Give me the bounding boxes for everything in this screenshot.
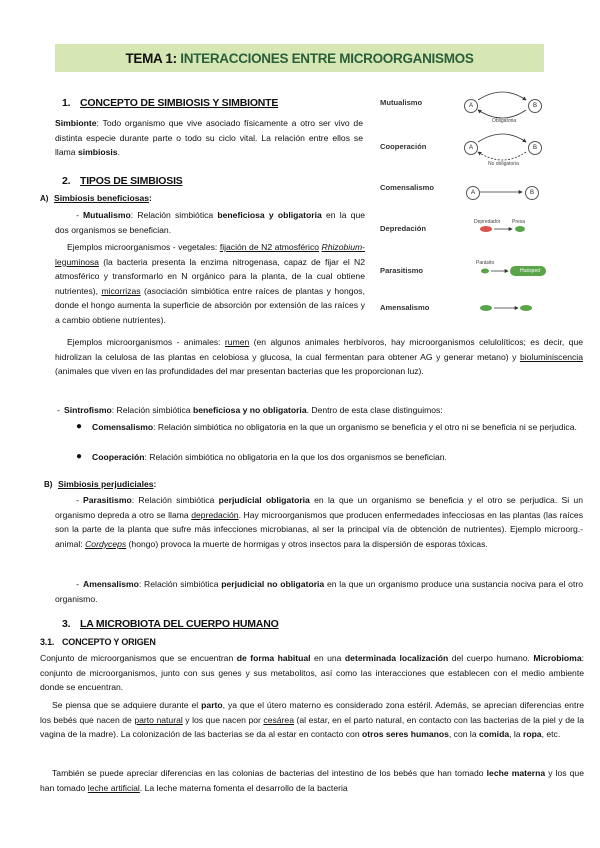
- text: (asociación simbiótica entre raíces de plantas y hongos, donde el hongo aumenta la superficie de absorción por extensión de las raíces y a cambio obtiene nutrientes).: [55, 285, 365, 325]
- node-b: B: [528, 141, 542, 155]
- text: : Relación simbiótica no obligatoria en la que un organismo se beneficia y el otro ni se beneficia ni se perjudica.: [153, 422, 577, 432]
- text: , con la: [448, 729, 480, 740]
- vegetal-examples-paragraph: [55, 240, 365, 328]
- page-title: [125, 51, 473, 66]
- text: en la que un organismo se beneficia y el otro se perjudica. Si un organismo depreda a otro se llama: [55, 495, 583, 520]
- underlined-text: bioluminiscencia: [519, 351, 583, 362]
- text: del cuerpo humano.: [448, 653, 534, 663]
- title-tema: TEMA 1:: [125, 50, 177, 66]
- parasito-label: Parásito: [476, 260, 495, 266]
- cooperacion-note: No obligatoria: [488, 161, 519, 167]
- simbionte-term: Simbionte: [55, 118, 97, 128]
- microbioma-term: Microbioma: [533, 653, 582, 663]
- text: También se puede apreciar diferencias en las colonias de bacterias del intestino de los bebés que han tomado: [52, 768, 487, 778]
- mutualismo-arrow-top: [478, 92, 526, 100]
- diagram-label-parasitismo: Parasitismo: [380, 266, 424, 275]
- amensalismo-term: Amensalismo: [83, 579, 139, 589]
- text: y los que han tomado: [40, 768, 584, 793]
- text: , la: [509, 729, 523, 740]
- text: (en algunos animales herbívoros, hay microorganismos celulolíticos; es decir, que hidrolizan la celulosa de las plantas en celobiosa y glucosa, la cual fermentan para obtener AG y generar metano) y: [55, 337, 583, 362]
- dash: -: [76, 495, 79, 505]
- section-2-number: 2.: [62, 175, 71, 187]
- cooperacion-term: Cooperación: [92, 452, 145, 462]
- bold-text: comida: [479, 729, 510, 740]
- section-1-paragraph: [55, 116, 363, 160]
- leche-paragraph: [40, 766, 584, 795]
- section-3-number: 3.: [62, 618, 71, 630]
- dash: -: [76, 210, 79, 220]
- subsection-3-1-title: CONCEPTO Y ORIGEN: [62, 637, 156, 647]
- comensalismo-term: Comensalismo: [92, 422, 154, 432]
- text: : conjunto de microorganismos, junto con sus genes y sus metabolitos, así como las interacciones que establecen con el medio ambiente donde se encuentran.: [40, 653, 584, 693]
- mutualismo-arrow-bottom: [478, 110, 526, 118]
- diagram-arrows: [380, 86, 580, 326]
- mutualismo-note: Obligatoria: [492, 118, 517, 124]
- text: : Relación simbiótica: [111, 405, 193, 415]
- text: : Relación simbiótica no obligatoria en la que los dos organismos se benefician.: [144, 452, 447, 462]
- text: : Relación simbiótica: [131, 495, 219, 505]
- node-a: A: [464, 141, 478, 155]
- node-b: B: [525, 186, 539, 200]
- bold-text: perjudicial obligatoria: [218, 495, 310, 505]
- text: . Dentro de esta clase distinguimos:: [306, 405, 443, 415]
- cooperacion-bullet: [76, 450, 584, 465]
- period: .: [117, 147, 120, 158]
- text: en una: [310, 653, 345, 663]
- diagram-label-amensalismo: Amensalismo: [380, 303, 430, 312]
- amensalismo-a-shape: [480, 305, 492, 311]
- bold-text: otros seres humanos: [361, 729, 449, 740]
- bullet-dot: ●: [76, 451, 83, 462]
- bold-text: determinada localización: [344, 653, 449, 663]
- parasitismo-paragraph: [55, 493, 583, 551]
- section-3-heading: [62, 618, 279, 630]
- presa-label: Presa: [512, 219, 526, 225]
- section-1-title: CONCEPTO DE SIMBIOSIS Y SIMBIONTE: [80, 97, 279, 109]
- rhizobium-italic: Rhizobium: [321, 242, 363, 252]
- amensalismo-paragraph: [55, 577, 583, 606]
- title-rest: INTERACCIONES ENTRE MICROORGANISMOS: [180, 50, 474, 66]
- diagram-label-comensalismo: Comensalismo: [380, 183, 435, 192]
- diagram-label-mutualismo: Mutualismo: [380, 98, 423, 107]
- colon: :: [149, 193, 152, 203]
- animal-examples-paragraph: [55, 335, 583, 379]
- amensalismo-b-shape: [520, 305, 532, 311]
- node-b: B: [528, 99, 542, 113]
- section-2-title: TIPOS DE SIMBIOSIS: [80, 175, 183, 187]
- node-a: A: [464, 99, 478, 113]
- underlined-text: leche artificial: [87, 782, 140, 793]
- text: (la bacteria presenta la enzima nitrogenasa, capaz de fijar el N2 atmosférico y transformarlo en N orgánico para la planta, de la cual obtiene nutrientes),: [55, 256, 365, 296]
- text: en la que un organismo produce una sustancia nociva para el otro organismo.: [55, 579, 583, 604]
- sintrofismo-term: Sintrofismo: [64, 405, 112, 415]
- comensalismo-bullet: [76, 420, 584, 435]
- text: (hongo) provoca la muerte de hormigas y otros insectos para la dispersión de esporas tóxicas.: [126, 538, 488, 549]
- dash: -: [57, 405, 60, 415]
- text: . Hay microorganismos que producen enfermedades infecciosas en las plantas (las raíces son la parte de la planta que sufre más infecciones microbianas, al ser la principal vía de obtención de nutrientes). Ejemplo microorg.-animal:: [55, 509, 583, 549]
- text: Ejemplos microorganismos - vegetales:: [67, 242, 220, 252]
- text: (animales que viven en las profundidades del mar presentan bacterias que les proporcionan luz).: [55, 366, 424, 377]
- symbiosis-diagram: [380, 86, 580, 326]
- underlined-text: fijación de N2 atmosférico: [219, 242, 320, 252]
- subsection-a-heading: [40, 193, 152, 203]
- subsection-3-1-number: 3.1.: [40, 637, 55, 647]
- underlined-text: -leguminosa: [55, 242, 366, 267]
- simbionte-definition: : Todo organismo que vive asociado físicamente a otro ser vivo de distinta especie durante parte o todo su ciclo vital. La relación entre ellos se llama: [55, 118, 363, 158]
- cordyceps-italic: Cordyceps: [85, 538, 127, 549]
- cooperacion-arrow-top: [478, 134, 526, 142]
- colon: :: [153, 479, 157, 489]
- dash: -: [76, 579, 79, 589]
- section-1-heading: [62, 97, 278, 109]
- text: , ya que el útero materno es considerado zona estéril. Además, se aprecian diferencias entre los bebés que nacen de: [40, 700, 584, 725]
- section-2-heading: [62, 175, 183, 187]
- bold-text: parto: [201, 700, 223, 710]
- text: , etc.: [541, 729, 561, 740]
- bold-text: perjudicial no obligatoria: [221, 579, 325, 589]
- text: Se piensa que se adquiere durante el: [52, 700, 202, 710]
- bold-text: leche materna: [486, 768, 546, 778]
- huesped-label: Huésped: [520, 268, 541, 274]
- bold-text: ropa: [522, 729, 542, 740]
- title-banner: [55, 44, 544, 72]
- depredador-label: Depredador: [474, 219, 501, 225]
- bullet-dot: ●: [76, 421, 83, 432]
- presa-shape: [515, 226, 525, 232]
- parto-paragraph: [40, 698, 584, 742]
- text: : Relación simbiótica: [130, 210, 218, 220]
- text: en la que dos organismos se benefician.: [55, 210, 366, 235]
- microbiota-definition-paragraph: [40, 651, 584, 695]
- underlined-text: cesárea: [263, 714, 294, 725]
- bold-text: beneficiosa y no obligatoria: [192, 405, 307, 415]
- underlined-text: parto natural: [134, 714, 183, 725]
- text: : Relación simbiótica: [138, 579, 222, 589]
- text: Ejemplos microorganismos - animales:: [67, 337, 225, 347]
- underlined-text: depredación: [191, 509, 239, 520]
- mutualismo-paragraph: [55, 208, 365, 237]
- text: Conjunto de microorganismos que se encuentran: [40, 653, 237, 663]
- subsection-b-heading: [44, 479, 156, 489]
- subsection-a-title: Simbiosis beneficiosas: [54, 193, 150, 203]
- cooperacion-arrow-bottom: [478, 152, 526, 160]
- diagram-label-cooperacion: Cooperación: [380, 142, 427, 151]
- section-3-title: LA MICROBIOTA DEL CUERPO HUMANO: [80, 618, 279, 630]
- text: . La leche materna fomenta el desarrollo de la bacteria: [139, 782, 348, 793]
- bold-text: beneficiosa y obligatoria: [217, 210, 322, 220]
- underlined-text: micorrizas: [101, 285, 141, 296]
- node-a: A: [466, 186, 480, 200]
- diagram-label-depredacion: Depredación: [380, 224, 426, 233]
- underlined-text: rumen: [224, 337, 250, 347]
- bold-text: de forma habitual: [236, 653, 311, 663]
- depredador-shape: [480, 226, 492, 232]
- mutualismo-term: Mutualismo: [83, 210, 131, 220]
- simbiosis-term: simbiosis: [77, 147, 118, 158]
- subsection-b-letter: B): [44, 480, 53, 489]
- text: y los que nacen por: [182, 714, 264, 725]
- subsection-3-1-heading: [40, 637, 156, 647]
- text: (al estar, en el parto natural, en contacto con las bacterias de la piel y de la vagina de la madre). La colonización de las bacterias se da al estar en contacto con: [40, 714, 584, 740]
- section-1-number: 1.: [62, 97, 71, 109]
- parasitismo-term: Parasitismo: [83, 495, 132, 505]
- parasito-shape: [481, 269, 489, 274]
- subsection-a-letter: A): [40, 194, 49, 203]
- sintrofismo-paragraph: [40, 403, 585, 418]
- subsection-b-title: Simbiosis perjudiciales: [58, 479, 154, 489]
